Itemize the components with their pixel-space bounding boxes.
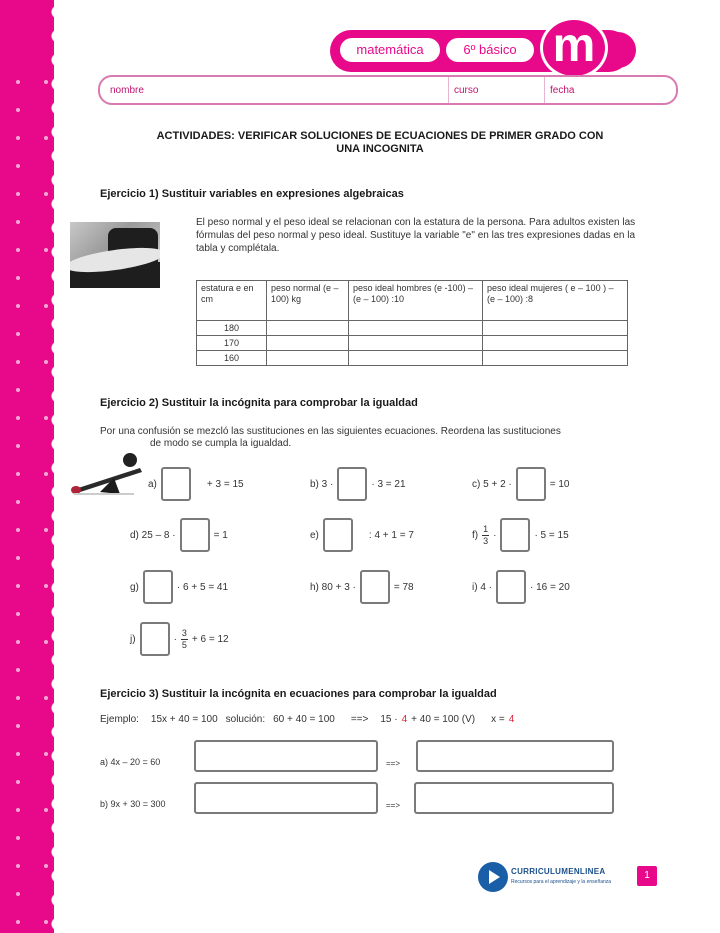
answer-box[interactable] <box>161 467 191 501</box>
answer-box[interactable] <box>323 518 353 552</box>
header-normal-weight: peso normal (e – 100) kg <box>267 281 349 321</box>
spiral-dots <box>12 0 52 933</box>
answer-box-a-substitution[interactable] <box>194 740 378 772</box>
answer-cell[interactable] <box>483 336 628 351</box>
divider <box>544 77 545 103</box>
exercise-3-heading: Ejercicio 3) Sustituir la incógnita en ecuaciones para comprobar la igualdad <box>100 688 497 700</box>
equation-c <box>472 467 570 501</box>
table-header-row <box>197 281 628 321</box>
page-title-line-2: UNA INCOGNITA <box>336 143 424 155</box>
equation-g <box>130 570 228 604</box>
subject-badge: m <box>540 17 608 79</box>
footer-tagline: Recursos para el aprendizaje y la enseñanza <box>511 879 612 885</box>
curriculum-play-logo-icon <box>478 862 508 892</box>
table-row <box>197 351 628 366</box>
table-row <box>197 336 628 351</box>
example-result: x = <box>491 714 505 725</box>
equation-rest: · 5 = 15 <box>534 529 569 541</box>
equation-label: f) <box>472 529 479 541</box>
equation-label: j) <box>130 633 136 645</box>
equation-rest: · 3 = 21 <box>371 478 406 490</box>
answer-cell[interactable] <box>349 336 483 351</box>
equation-rest: + 6 = 12 <box>191 633 229 645</box>
exercise-1-heading: Ejercicio 1) Sustituir variables en expresiones algebraicas <box>100 188 404 200</box>
answer-box[interactable] <box>500 518 530 552</box>
equation-label: i) 4 · <box>472 581 492 593</box>
answer-cell[interactable] <box>349 321 483 336</box>
equation-label: b) 3 · <box>310 478 334 490</box>
header-height: estatura e en cm <box>197 281 267 321</box>
equation-label: c) 5 + 2 · <box>472 478 512 490</box>
fraction-denominator: 5 <box>181 639 187 650</box>
equation-rest: + 3 = 15 <box>206 478 244 490</box>
table-row <box>197 321 628 336</box>
footer-brand: CURRICULUMENLINEA <box>511 867 606 876</box>
answer-box[interactable] <box>180 518 210 552</box>
equation-label: a) <box>148 478 157 490</box>
header-ideal-men: peso ideal hombres (e -100) – (e – 100) :10 <box>349 281 483 321</box>
equation-i <box>472 570 570 604</box>
subject-label: matemática <box>340 38 440 62</box>
answer-box-a-result[interactable] <box>416 740 614 772</box>
equation-h <box>310 570 414 604</box>
dot-operator: · <box>173 633 177 645</box>
equation-rest: · 16 = 20 <box>530 581 570 593</box>
equation-label: d) 25 – 8 · <box>130 529 176 541</box>
fraction <box>181 629 188 650</box>
course-field-label[interactable]: curso <box>454 85 479 96</box>
answer-cell[interactable] <box>483 321 628 336</box>
answer-box[interactable] <box>360 570 390 604</box>
example-label: Ejemplo: <box>100 714 139 725</box>
page-number: 1 <box>637 866 657 886</box>
example-solution-label: solución: <box>225 714 266 725</box>
exercise-2-heading: Ejercicio 2) Sustituir la incógnita para comprobar la igualdad <box>100 397 418 409</box>
implies-arrow: ==> <box>350 714 369 725</box>
equation-rest: · 6 + 5 = 41 <box>176 581 229 593</box>
name-field-label[interactable]: nombre <box>110 85 144 96</box>
grade-label: 6º básico <box>446 38 534 62</box>
dot-operator: · <box>493 529 497 541</box>
equation-b <box>310 467 406 501</box>
fraction <box>482 525 489 546</box>
exercise-3-item-a: a) 4x – 20 = 60 <box>100 757 161 767</box>
divider <box>448 77 449 103</box>
equation-e <box>310 518 414 552</box>
equation-label: e) <box>310 529 319 541</box>
equation-rest: = 78 <box>393 581 414 593</box>
answer-box[interactable] <box>143 570 173 604</box>
exercise-2-intro-line-2: de modo se cumpla la igualdad. <box>150 438 292 449</box>
equation-rest: : 4 + 1 = 7 <box>368 529 414 541</box>
answer-box-b-result[interactable] <box>414 782 614 814</box>
answer-cell[interactable] <box>483 351 628 366</box>
exercise-1-intro: El peso normal y el peso ideal se relacionan con la estatura de la persona. Para adultos existen las fórmulas del peso normal y peso ideal. Sustituye la variable "e" en las tres expresiones dadas en la tabla y complétala. <box>196 217 636 254</box>
example-check-rest: + 40 = 100 (V) <box>411 714 476 725</box>
answer-box[interactable] <box>516 467 546 501</box>
student-info-bar <box>98 75 678 105</box>
header-ideal-women: peso ideal mujeres ( e – 100 ) – (e – 100) :8 <box>483 281 628 321</box>
equation-a <box>148 467 244 501</box>
tape-measure-photo <box>70 222 160 288</box>
exercise-3-item-b: b) 9x + 30 = 300 <box>100 799 166 809</box>
example-check-value: 4 <box>401 714 408 725</box>
example-equation: 15x + 40 = 100 <box>150 714 218 725</box>
seesaw-icon <box>64 448 154 496</box>
fraction-numerator: 1 <box>483 523 489 534</box>
equation-label: h) 80 + 3 · <box>310 581 356 593</box>
page-title <box>110 130 650 156</box>
height-cell: 160 <box>197 351 267 366</box>
answer-cell[interactable] <box>267 351 349 366</box>
answer-box-b-substitution[interactable] <box>194 782 378 814</box>
answer-cell[interactable] <box>267 336 349 351</box>
exercise-2-intro-line-1: Por una confusión se mezcló las sustituciones en las siguientes ecuaciones. Reordena las sustituciones <box>100 426 561 437</box>
example-line <box>100 714 514 725</box>
answer-box[interactable] <box>496 570 526 604</box>
answer-box[interactable] <box>337 467 367 501</box>
equation-j <box>130 622 229 656</box>
answer-box[interactable] <box>140 622 170 656</box>
page-title-line-1: ACTIVIDADES: VERIFICAR SOLUCIONES DE ECUACIONES DE PRIMER GRADO CON <box>156 130 604 142</box>
answer-cell[interactable] <box>349 351 483 366</box>
example-solution: 60 + 40 = 100 <box>273 714 335 725</box>
example-result-value: 4 <box>508 714 515 725</box>
implies-arrow: ==> <box>386 759 401 768</box>
equation-label: g) <box>130 581 139 593</box>
date-field-label[interactable]: fecha <box>550 85 575 96</box>
equation-d <box>130 518 228 552</box>
fraction-denominator: 3 <box>483 535 489 546</box>
example-check: 15 · <box>380 714 398 725</box>
height-cell: 170 <box>197 336 267 351</box>
equation-rest: = 10 <box>549 478 570 490</box>
answer-cell[interactable] <box>267 321 349 336</box>
equation-f <box>472 518 569 552</box>
implies-arrow: ==> <box>386 801 401 810</box>
fraction-numerator: 3 <box>181 627 187 638</box>
height-cell: 180 <box>197 321 267 336</box>
equation-rest: = 1 <box>213 529 228 541</box>
weight-table <box>196 280 628 366</box>
